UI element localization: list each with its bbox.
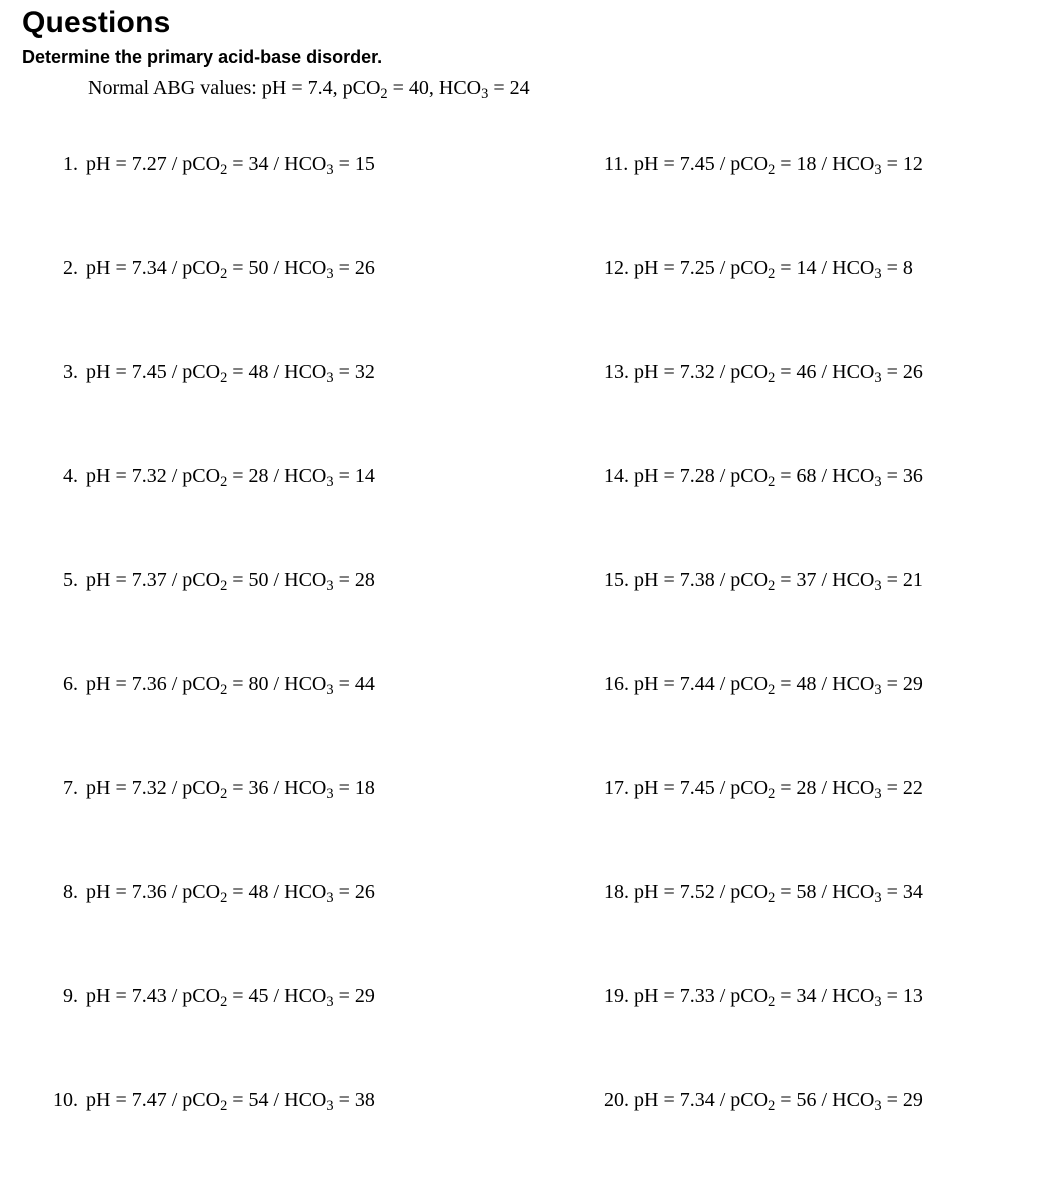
value-pco2: pCO$_2$ = 80 / [182,673,285,699]
value-pco2: pCO$_2$ = 45 / [182,985,285,1011]
page-title: Questions [22,6,171,39]
subscript-3: 3 [326,474,334,491]
subscript-2: 2 [768,994,776,1011]
question-item [604,672,1062,776]
question-item [604,568,1062,672]
value-ph: pH = 7.32 / [634,361,731,384]
subscript-2: 2 [220,474,228,491]
value-ph: pH = 7.37 / [86,569,183,592]
question-values [86,1088,375,1118]
question-item [604,360,1062,464]
subscript-2: 2 [220,370,228,387]
value-pco2: pCO$_2$ = 48 / [182,361,285,387]
subscript-2: 2 [220,890,228,907]
value-ph: pH = 7.38 / [634,569,731,592]
subscript-3: 3 [874,162,882,179]
question-number: 15. [604,569,629,592]
question-item [50,464,520,568]
question-item [50,984,520,1088]
question-number: 13. [604,361,629,384]
normal-pco2: pCO$_2$ = 40, [342,77,434,103]
subscript-3: 3 [326,578,334,595]
question-values [86,568,375,598]
value-hco3: $HCO_3 = 26$ [284,881,375,907]
question-values [634,464,923,494]
question-number: 14. [604,465,629,488]
value-pco2: pCO$_2$ = 50 / [182,569,285,595]
question-number: 18. [604,881,629,904]
value-ph: pH = 7.43 / [86,985,183,1008]
subscript-3: 3 [874,578,882,595]
question-number: 6. [63,673,78,696]
value-hco3: $HCO_3 = 18$ [284,777,375,803]
value-hco3: $HCO_3 = 8$ [832,257,913,283]
instruction-text: Determine the primary acid-base disorder. [22,47,383,67]
question-values [86,152,375,182]
value-pco2: pCO$_2$ = 48 / [730,673,833,699]
question-item [604,464,1062,568]
question-number: 17. [604,777,629,800]
value-hco3: $HCO_3 = 12$ [832,153,923,179]
question-number: 1. [63,153,78,176]
question-values [86,360,375,390]
subscript-2: 2 [768,682,776,699]
question-number: 8. [63,881,78,904]
question-values [634,1088,923,1118]
question-number: 10. [53,1089,78,1112]
value-ph: pH = 7.27 / [86,153,183,176]
value-ph: pH = 7.32 / [86,465,183,488]
question-number: 7. [63,777,78,800]
question-values [634,984,923,1014]
value-ph: pH = 7.45 / [634,153,731,176]
value-hco3: $HCO_3 = 36$ [832,465,923,491]
subscript-2: 2 [768,578,776,595]
value-ph: pH = 7.36 / [86,673,183,696]
value-pco2: pCO$_2$ = 34 / [182,153,285,179]
value-pco2: pCO$_2$ = 18 / [730,153,833,179]
question-values [634,568,923,598]
value-hco3: $HCO_3 = 44$ [284,673,375,699]
value-hco3: $HCO_3 = 26$ [832,361,923,387]
value-ph: pH = 7.34 / [86,257,183,280]
value-pco2: pCO$_2$ = 34 / [730,985,833,1011]
value-hco3: $HCO_3 = 15$ [284,153,375,179]
questions-column-right [604,152,1062,1192]
value-hco3: $HCO_3 = 28$ [284,569,375,595]
question-item [50,256,520,360]
subscript-2: 2 [768,786,776,803]
value-pco2: pCO$_2$ = 37 / [730,569,833,595]
question-item [604,1088,1062,1192]
subscript-2: 2 [220,162,228,179]
question-values [86,464,375,494]
subscript-3: 3 [874,266,882,283]
value-ph: pH = 7.32 / [86,777,183,800]
question-number: 4. [63,465,78,488]
question-item [604,880,1062,984]
value-hco3: $HCO_3 = 38$ [284,1089,375,1115]
question-item [50,360,520,464]
value-pco2: pCO$_2$ = 56 / [730,1089,833,1115]
question-values [634,672,923,702]
question-values [634,152,923,182]
subscript-3: 3 [874,786,882,803]
value-pco2: pCO$_2$ = 50 / [182,257,285,283]
value-hco3: $HCO_3 = 26$ [284,257,375,283]
question-number: 16. [604,673,629,696]
question-values [634,776,923,806]
worksheet-page [0,6,1062,1170]
value-pco2: pCO$_2$ = 36 / [182,777,285,803]
value-ph: pH = 7.45 / [86,361,183,384]
subscript-2: 2 [220,578,228,595]
subscript-2: 2 [768,162,776,179]
subscript-3: 3 [326,786,334,803]
question-number: 2. [63,257,78,280]
question-values [634,360,923,390]
value-ph: pH = 7.45 / [634,777,731,800]
subscript-3: 3 [326,890,334,907]
question-number: 19. [604,985,629,1008]
question-number: 11. [604,153,629,176]
subscript-3: 3 [874,474,882,491]
value-ph: pH = 7.28 / [634,465,731,488]
value-hco3: $HCO_3 = 14$ [284,465,375,491]
subscript-2: 2 [220,682,228,699]
value-hco3: $HCO_3 = 13$ [832,985,923,1011]
question-values [86,880,375,910]
value-pco2: pCO$_2$ = 46 / [730,361,833,387]
subscript-2: 2 [768,474,776,491]
value-hco3: $HCO_3 = 34$ [832,881,923,907]
subscript-3: 3 [326,370,334,387]
value-hco3: $HCO_3 = 21$ [832,569,923,595]
subscript-2: 2 [220,266,228,283]
subscript-2: 2 [380,86,388,103]
value-hco3: $HCO_3 = 29$ [832,673,923,699]
value-ph: pH = 7.25 / [634,257,731,280]
subscript-2: 2 [220,994,228,1011]
subscript-3: 3 [874,1098,882,1115]
question-item [50,152,520,256]
value-ph: pH = 7.44 / [634,673,731,696]
question-values [86,256,375,286]
subscript-3: 3 [326,1098,334,1115]
value-pco2: pCO$_2$ = 14 / [730,257,833,283]
value-ph: pH = 7.47 / [86,1089,183,1112]
subscript-3: 3 [874,994,882,1011]
subscript-3: 3 [874,890,882,907]
subscript-2: 2 [768,890,776,907]
subscript-3: 3 [326,266,334,283]
normal-ph: pH = 7.4, [261,77,338,99]
question-values [634,256,913,286]
value-ph: pH = 7.34 / [634,1089,731,1112]
question-number: 3. [63,361,78,384]
value-hco3: $HCO_3 = 29$ [284,985,375,1011]
normal-hco3: $HCO_3 = 24$ [438,77,530,103]
question-number: 20. [604,1089,629,1112]
question-values [86,776,375,806]
value-hco3: $HCO_3 = 29$ [832,1089,923,1115]
question-item [50,776,520,880]
question-values [86,984,375,1014]
question-number: 5. [63,569,78,592]
subscript-3: 3 [326,994,334,1011]
value-hco3: $HCO_3 = 32$ [284,361,375,387]
subscript-3: 3 [326,682,334,699]
value-ph: pH = 7.52 / [634,881,731,904]
question-number: 12. [604,257,629,280]
subscript-3: 3 [326,162,334,179]
question-item [604,984,1062,1088]
value-ph: pH = 7.36 / [86,881,183,904]
value-pco2: pCO$_2$ = 48 / [182,881,285,907]
value-ph: pH = 7.33 / [634,985,731,1008]
question-values [86,672,375,702]
value-pco2: pCO$_2$ = 28 / [182,465,285,491]
value-pco2: pCO$_2$ = 28 / [730,777,833,803]
question-values [634,880,923,910]
question-item [50,880,520,984]
subscript-2: 2 [768,266,776,283]
subscript-3: 3 [874,370,882,387]
value-hco3: $HCO_3 = 22$ [832,777,923,803]
normal-values-label: Normal ABG values: [88,77,257,99]
question-item [604,776,1062,880]
question-item [604,256,1062,360]
question-item [50,1088,520,1192]
subscript-2: 2 [768,1098,776,1115]
question-number: 9. [63,985,78,1008]
subscript-3: 3 [481,86,489,103]
question-item [50,568,520,672]
value-pco2: pCO$_2$ = 58 / [730,881,833,907]
question-item [604,152,1062,256]
value-pco2: pCO$_2$ = 68 / [730,465,833,491]
value-pco2: pCO$_2$ = 54 / [182,1089,285,1115]
subscript-2: 2 [768,370,776,387]
subscript-2: 2 [220,786,228,803]
normal-values-line [88,76,1062,106]
subscript-2: 2 [220,1098,228,1115]
question-item [50,672,520,776]
questions-column-left [50,152,520,1192]
subscript-3: 3 [874,682,882,699]
